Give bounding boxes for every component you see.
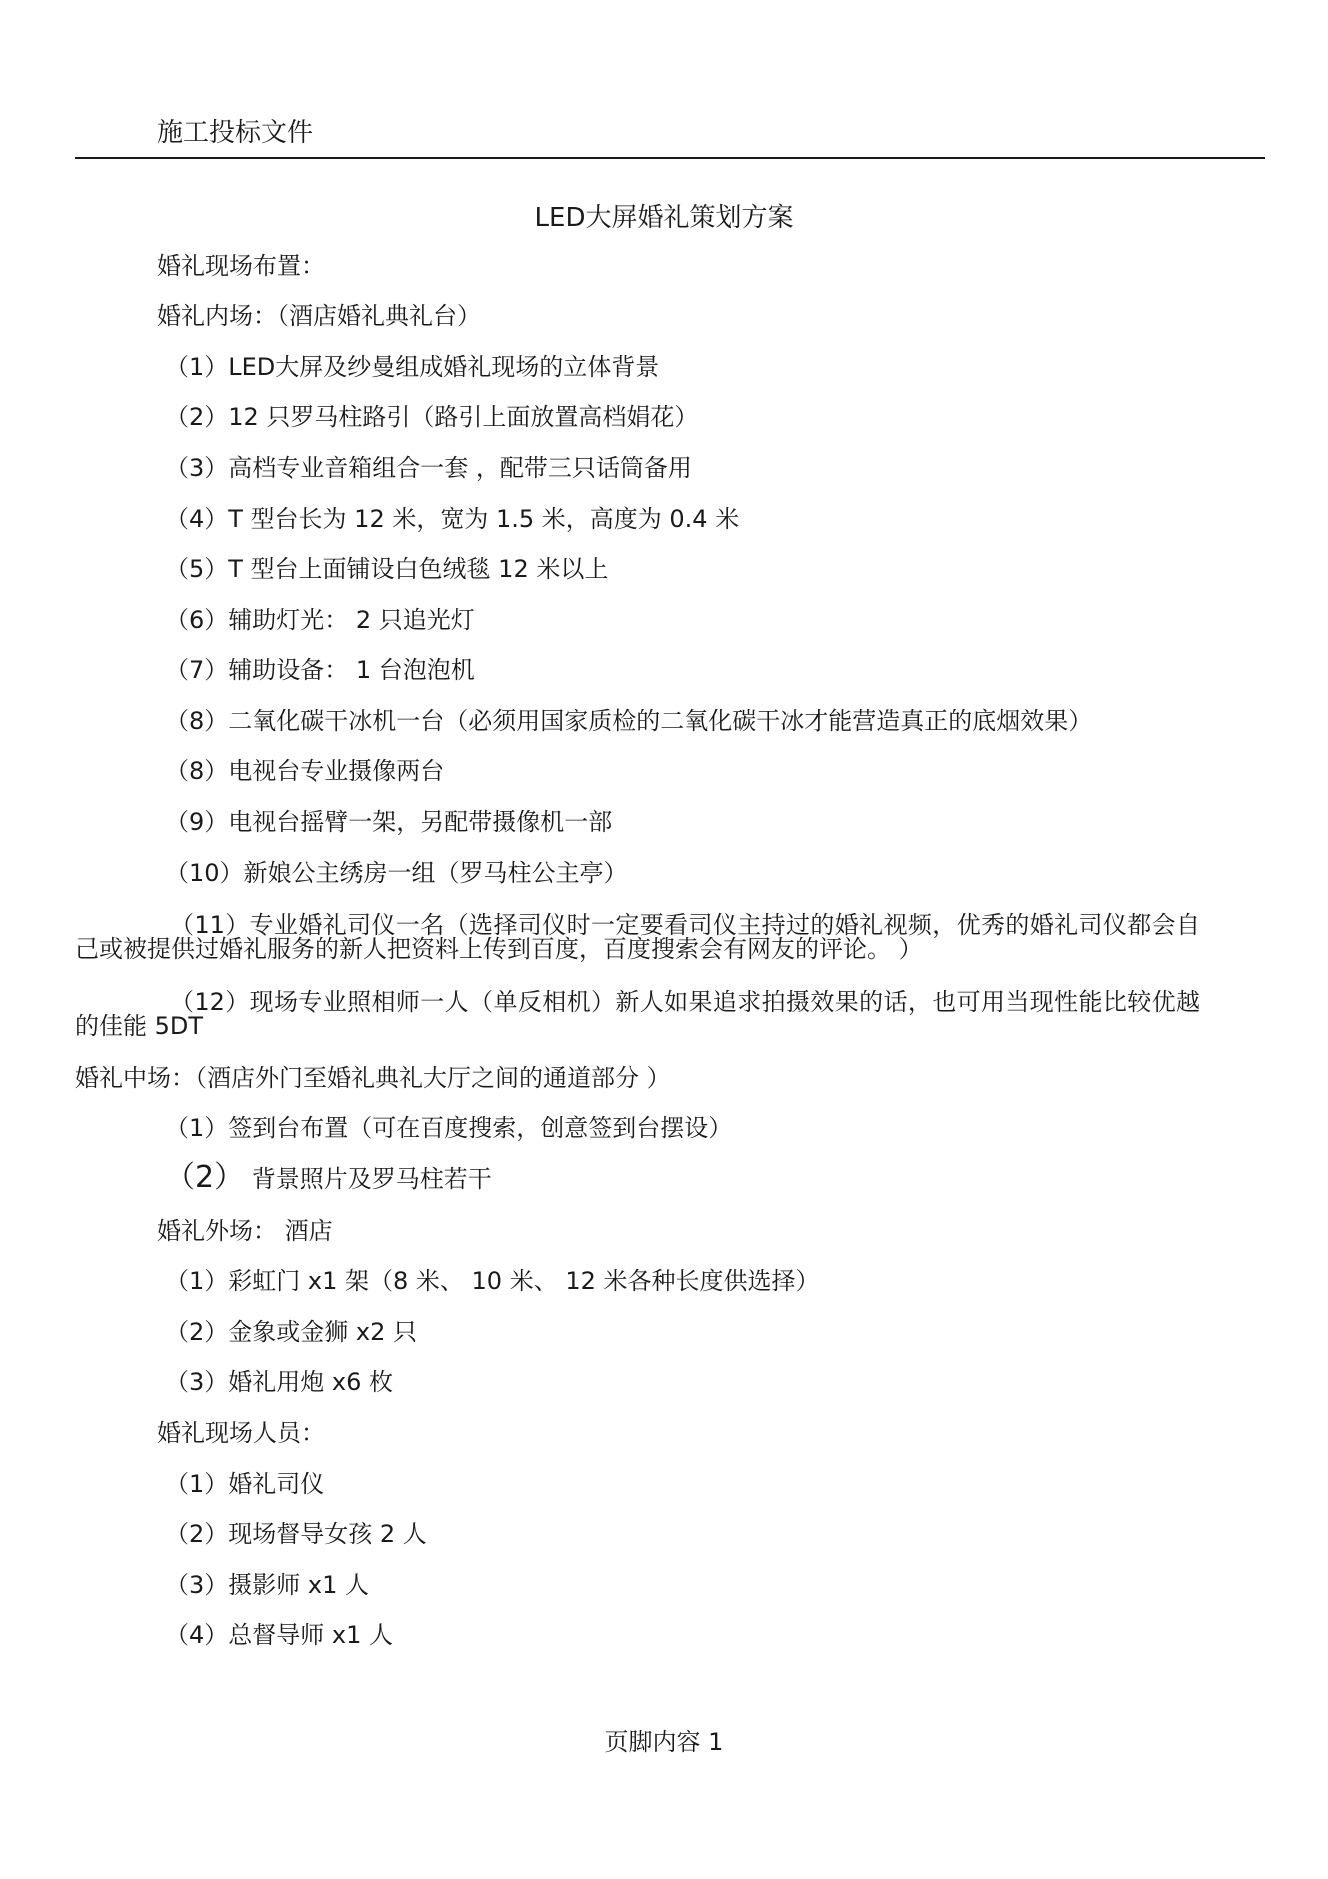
middle-item-2-number: （2） [165, 1160, 245, 1195]
inner-item: （8）二氧化碳干冰机一台（必须用国家质检的二氧化碳干冰才能营造真正的底烟效果） [165, 707, 1093, 735]
staff-item: （1）婚礼司仪 [165, 1470, 325, 1498]
middle-item: （1）签到台布置（可在百度搜索，创意签到台摆设） [165, 1114, 733, 1142]
staff-item: （4）总督导师 x1 人 [165, 1621, 393, 1649]
inner-item: （5）T 型台上面铺设白色绒毯 12 米以上 [165, 555, 609, 583]
middle-item-2-text: 背景照片及罗马柱若干 [251, 1165, 492, 1193]
header-divider [75, 157, 1265, 159]
outer-heading: 婚礼外场： 酒店 [157, 1217, 333, 1245]
inner-item-12: （12）现场专业照相师一人（单反相机）新人如果追求拍摄效果的话，也可用当现性能比较优越的佳能 5DT [75, 988, 1200, 1040]
inner-item: （4）T 型台长为 12 米，宽为 1.5 米，高度为 0.4 米 [165, 505, 740, 533]
staff-item: （2）现场督导女孩 2 人 [165, 1520, 427, 1548]
inner-item: （9）电视台摇臂一架，另配带摄像机一部 [165, 808, 613, 836]
inner-item-11: （11）专业婚礼司仪一名（选择司仪时一定要看司仪主持过的婚礼视频，优秀的婚礼司仪都会自己或被提供过婚礼服务的新人把资料上传到百度，百度搜索会有网友的评论。 ） [75, 911, 1200, 963]
page-header: 施工投标文件 [157, 118, 314, 148]
document-title: LED大屏婚礼策划方案 [534, 203, 794, 233]
inner-heading: 婚礼内场：（酒店婚礼典礼台） [157, 302, 481, 330]
outer-item: （1）彩虹门 x1 架（8 米、 10 米、 12 米各种长度供选择） [165, 1267, 820, 1295]
staff-item: （3）摄影师 x1 人 [165, 1571, 369, 1599]
middle-heading: 婚礼中场：（酒店外门至婚礼典礼大厅之间的通道部分 ） [75, 1064, 671, 1092]
inner-item: （6）辅助灯光： 2 只追光灯 [165, 606, 475, 634]
inner-item: （8）电视台专业摄像两台 [165, 757, 445, 785]
inner-item: （2）12 只罗马柱路引（路引上面放置高档娟花） [165, 403, 699, 431]
inner-item: （1）LED大屏及纱曼组成婚礼现场的立体背景 [165, 353, 660, 381]
outer-item: （2）金象或金狮 x2 只 [165, 1318, 417, 1346]
inner-item: （10）新娘公主绣房一组（罗马柱公主亭） [165, 859, 628, 887]
inner-item: （3）高档专业音箱组合一套 ，配带三只话筒备用 [165, 454, 692, 482]
page-footer: 页脚内容 1 [604, 1728, 724, 1756]
outer-item: （3）婚礼用炮 x6 枚 [165, 1368, 393, 1396]
middle-item-2 [165, 1162, 492, 1195]
staff-heading: 婚礼现场人员： [157, 1419, 325, 1447]
layout-heading: 婚礼现场布置： [157, 252, 325, 280]
inner-item: （7）辅助设备： 1 台泡泡机 [165, 656, 475, 684]
